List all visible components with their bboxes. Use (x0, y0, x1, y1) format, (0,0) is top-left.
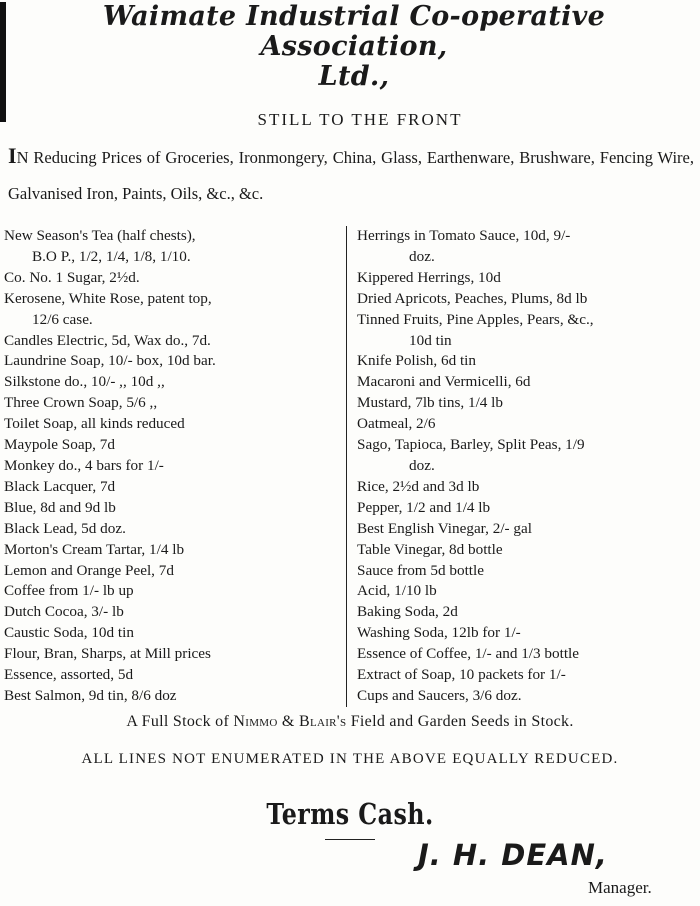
signer-name: J. H. DEAN, (418, 838, 608, 872)
item-text: Toilet Soap, all kinds reduced (4, 415, 185, 433)
price-list-item (357, 623, 700, 644)
item-text: Cups and Saucers, 3/6 doz. (357, 686, 522, 704)
drop-cap: I (8, 143, 17, 168)
item-text: Black Lacquer, 7d (4, 477, 116, 495)
price-list-item (357, 393, 700, 414)
title-line-1: Waimate Industrial Co-operative Association, (102, 1, 606, 62)
item-text-continued: 10d tin (409, 331, 452, 349)
price-list-item (4, 226, 340, 268)
item-text: Essence, assorted, 5d (4, 666, 134, 684)
item-text: Mustard, 7lb tins, 1/4 lb (357, 394, 503, 412)
item-text: Macaroni and Vermicelli, 6d (357, 373, 531, 391)
item-text: Oatmeal, 2/6 (357, 415, 436, 433)
intro-text: N Reducing Prices of Groceries, Ironmongery, China, Glass, Earthenware, Brushware, Fencing Wire, Galvanised Iron, Paints, Oils, &c., &c. (8, 148, 694, 203)
item-text: Lemon and Orange Peel, 7d (4, 561, 174, 579)
price-list-item (357, 372, 700, 393)
price-list-item (357, 686, 700, 707)
item-text: Kerosene, White Rose, patent top, (4, 289, 212, 307)
price-list-item (357, 310, 700, 352)
price-list-left-column (4, 226, 346, 707)
intro-paragraph (8, 138, 694, 212)
price-list-item (4, 331, 340, 352)
item-text: Caustic Soda, 10d tin (4, 624, 134, 642)
price-list-item (357, 414, 700, 435)
advert-title (8, 2, 700, 92)
price-list-item (357, 519, 700, 540)
item-text-continued: B.O P., 1/2, 1/4, 1/8, 1/10. (32, 247, 191, 265)
item-text: Blue, 8d and 9d lb (4, 498, 116, 516)
price-list-item (4, 393, 340, 414)
item-text: Herrings in Tomato Sauce, 10d, 9/- (357, 227, 571, 244)
price-list-item (357, 498, 700, 519)
item-text: Laundrine Soap, 10/- box, 10d bar. (4, 352, 216, 370)
seeds-prefix: A Full Stock of (126, 712, 230, 730)
seeds-notice (0, 713, 700, 731)
item-text: New Season's Tea (half chests), (4, 227, 196, 244)
item-text: Pepper, 1/2 and 1/4 lb (357, 498, 491, 516)
price-list-item (4, 623, 340, 644)
reduction-notice: ALL LINES NOT ENUMERATED IN THE ABOVE EQUALLY REDUCED. (81, 750, 619, 767)
item-text-continued: doz. (409, 456, 435, 474)
terms-divider (325, 839, 375, 840)
price-list-item (4, 351, 340, 372)
subtitle: STILL TO THE FRONT (257, 110, 463, 129)
seeds-brand: Nimmo & Blair's (233, 712, 347, 730)
price-list-item (4, 644, 340, 665)
item-text: Essence of Coffee, 1/- and 1/3 bottle (357, 645, 579, 663)
price-list-item (4, 498, 340, 519)
price-list-item (4, 435, 340, 456)
item-text: Best English Vinegar, 2/- gal (357, 519, 532, 537)
price-list-item (4, 540, 340, 561)
item-text: Sauce from 5d bottle (357, 561, 484, 579)
price-list-item (4, 268, 340, 289)
item-text: Washing Soda, 12lb for 1/- (357, 624, 521, 642)
price-list-right-column (346, 226, 700, 707)
item-text: Three Crown Soap, 5/6 ,, (4, 394, 158, 412)
item-text-continued: 12/6 case. (32, 310, 93, 328)
item-text: Dutch Cocoa, 3/- lb (4, 603, 124, 621)
item-text: Candles Electric, 5d, Wax do., 7d. (4, 331, 211, 349)
item-text: Rice, 2½d and 3d lb (357, 477, 480, 495)
seeds-suffix: Field and Garden Seeds in Stock. (350, 712, 574, 730)
price-list-item (4, 372, 340, 393)
item-text: Baking Soda, 2d (357, 603, 458, 621)
item-text: Extract of Soap, 10 packets for 1/- (357, 666, 566, 684)
item-text: Kippered Herrings, 10d (357, 268, 501, 286)
left-margin-rule (0, 2, 6, 122)
price-list-item (357, 602, 700, 623)
price-list-item (357, 477, 700, 498)
price-list-item (357, 268, 700, 289)
price-list-item (357, 351, 700, 372)
price-list-item (357, 226, 700, 268)
price-list-item (4, 456, 340, 477)
price-list-item (4, 602, 340, 623)
price-list-item (357, 581, 700, 602)
price-list-item (4, 519, 340, 540)
item-text: Silkstone do., 10/- ,, 10d ,, (4, 373, 165, 391)
price-list-item (357, 435, 700, 477)
price-list-item (4, 477, 340, 498)
item-text: Table Vinegar, 8d bottle (357, 540, 503, 558)
price-list-item (4, 414, 340, 435)
title-line-2: Ltd., (318, 61, 390, 92)
signer-role: Manager. (588, 878, 652, 897)
item-text-continued: doz. (409, 247, 435, 265)
price-list-item (4, 289, 340, 331)
price-list-item (4, 686, 340, 707)
terms-heading: Terms Cash. (266, 796, 434, 831)
item-text: Tinned Fruits, Pine Apples, Pears, &c., (357, 310, 594, 328)
price-list-item (357, 644, 700, 665)
item-text: Sago, Tapioca, Barley, Split Peas, 1/9 (357, 436, 585, 454)
item-text: Monkey do., 4 bars for 1/- (4, 456, 164, 474)
price-list-item (357, 665, 700, 686)
item-text: Flour, Bran, Sharps, at Mill prices (4, 645, 211, 663)
item-text: Black Lead, 5d doz. (4, 519, 126, 537)
price-list-item (357, 289, 700, 310)
item-text: Co. No. 1 Sugar, 2½d. (4, 268, 140, 286)
item-text: Coffee from 1/- lb up (4, 582, 134, 600)
item-text: Knife Polish, 6d tin (357, 352, 476, 370)
price-list-item (357, 540, 700, 561)
item-text: Maypole Soap, 7d (4, 436, 115, 454)
price-list-item (357, 561, 700, 582)
price-list (4, 226, 700, 707)
item-text: Dried Apricots, Peaches, Plums, 8d lb (357, 289, 588, 307)
price-list-item (4, 561, 340, 582)
price-list-item (4, 581, 340, 602)
item-text: Acid, 1/10 lb (357, 582, 437, 600)
item-text: Morton's Cream Tartar, 1/4 lb (4, 540, 185, 558)
price-list-item (4, 665, 340, 686)
item-text: Best Salmon, 9d tin, 8/6 doz (4, 686, 177, 704)
